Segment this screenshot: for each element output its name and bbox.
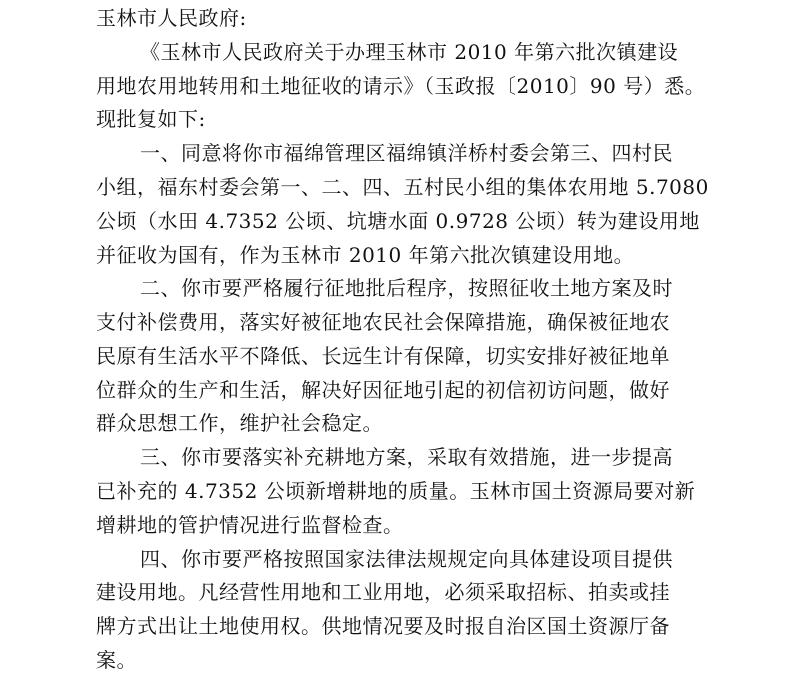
item-4-line-4: 案。 [96,648,137,672]
item-2-line-2: 支付补偿费用，落实好被征地农民社会保障措施，确保被征地农 [96,310,670,335]
item-3-line-2: 已补充的 4.7352 公顷新增耕地的质量。玉林市国土资源局要对新 [96,479,696,504]
item-4-line-1: 四、你市要严格按照国家法律法规规定向具体建设项目提供 [140,546,673,571]
item-1-line-1: 一、同意将你市福绵管理区福绵镇洋桥村委会第三、四村民 [140,141,673,166]
item-1-line-3: 公顷（水田 4.7352 公顷、坑塘水面 0.9728 公顷）转为建设用地 [96,208,700,233]
paragraph-request-line-2: 用地农用地转用和土地征收的请示》（玉政报〔2010〕90 号）悉。 [96,73,706,98]
item-1-line-2: 小组，福东村委会第一、二、四、五村民小组的集体农用地 5.7080 [96,174,709,199]
item-4-line-3: 牌方式出让土地使用权。供地情况要及时报自治区国土资源厅备 [96,614,670,639]
item-1-line-4: 并征收为国有，作为玉林市 2010 年第六批次镇建设用地。 [96,242,635,267]
item-2-line-1: 二、你市要严格履行征地批后程序，按照征收土地方案及时 [140,276,673,301]
item-3-line-1: 三、你市要落实补充耕地方案，采取有效措施，进一步提高 [140,445,673,470]
item-2-line-5: 群众思想工作，维护社会稳定。 [96,411,383,436]
addressee: 玉林市人民政府: [96,6,247,30]
item-2-line-4: 位群众的生产和生活，解决好因征地引起的初信初访问题，做好 [96,377,670,402]
paragraph-request-line-1: 《玉林市人民政府关于办理玉林市 2010 年第六批次镇建设 [140,39,679,64]
item-3-line-3: 增耕地的管护情况进行监督检查。 [96,512,404,537]
paragraph-request-line-3: 现批复如下: [96,107,206,132]
item-2-line-3: 民原有生活水平不降低、长远生计有保障，切实安排好被征地单 [96,343,670,368]
item-4-line-2: 建设用地。凡经营性用地和工业用地，必须采取招标、拍卖或挂 [96,580,670,605]
